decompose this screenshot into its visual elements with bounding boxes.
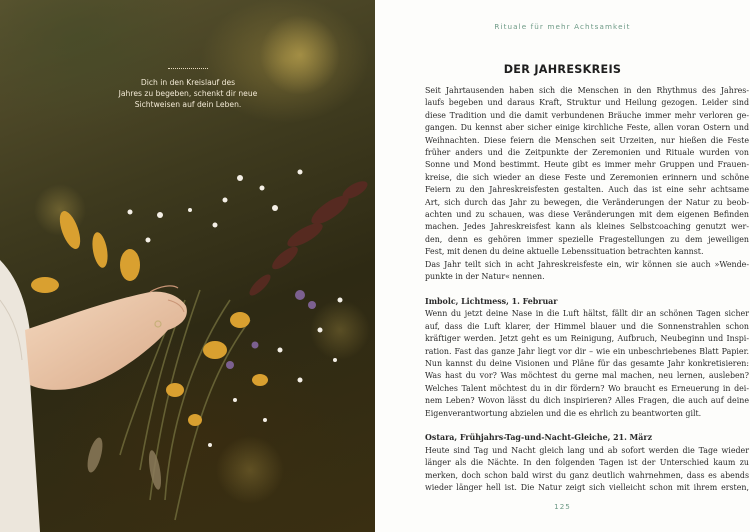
body-text — [425, 85, 749, 494]
photo-caption — [110, 77, 266, 110]
caption-line-3: Sichtweisen auf dein Leben. — [134, 100, 242, 109]
body-line: diese Tradition und die damit verbundenen Bräuche immer mehr verloren ge- — [425, 110, 749, 120]
caption-divider — [168, 68, 208, 69]
page-number: 125 — [554, 502, 571, 511]
body-line: Eigenverantwortung abzielen und die es ehrlich zu beantworten gilt. — [425, 408, 702, 418]
body-line: achten und zu schauen, was diese Veränderungen mit dem eigenen Befinden — [425, 210, 749, 220]
body-line: machen. Jedes Jahreskreisfest kann als kleines Selbstcoaching genutzt wer- — [425, 222, 749, 232]
body-line: kräftiger werden. Jetzt geht es um Reinigung, Aufbruch, Neubeginn und Inspi- — [425, 334, 749, 344]
paragraph-gap — [425, 284, 749, 296]
body-line: Wenn du jetzt deine Nase in die Luft hältst, fällt dir an schönen Tagen sicher — [425, 309, 749, 319]
body-line: Art, sich durch das Jahr zu bewegen, die Veränderungen der Natur zu beob- — [425, 197, 749, 207]
body-line: Heute sind Tag und Nacht gleich lang und ab sofort werden die Tage wieder — [425, 445, 749, 455]
body-line: merken, doch schon bald wirst du ganz deutlich wahrnehmen, dass es abends — [425, 470, 749, 480]
caption-line-2: Jahres zu begeben, schenkt dir neue — [118, 89, 258, 98]
running-head: Rituale für mehr Achtsamkeit — [494, 22, 631, 31]
body-line: Welches Talent möchtest du in dir fördern? Wo braucht es Erneuerung in dei- — [425, 383, 749, 393]
body-line: kreise, die sich wieder an diese Feste und Zeremonien erinnern und schöne — [425, 172, 749, 182]
section-heading-ostara: Ostara, Frühjahrs-Tag-und-Nacht-Gleiche, 21. März — [425, 433, 653, 443]
body-line: Weihnachten. Diese feiern die Menschen seit Urzeiten, nur hießen die Feste — [425, 135, 749, 145]
body-line: den, denn es gehören immer spezielle Fragestellungen zu dem jeweiligen — [425, 234, 749, 244]
body-line: Seit Jahrtausenden haben sich die Menschen in den Rhythmus des Jahres- — [425, 86, 749, 95]
section-heading-imbolc: Imbolc, Lichtmess, 1. Februar — [425, 296, 558, 306]
body-line: wieder länger hell ist. Die Natur zeigt sich vielleicht schon mit ihrem ersten, — [425, 482, 749, 492]
body-line: Sonne und Mond bestimmt. Heute gibt es immer mehr Gruppen und Frauen- — [425, 160, 749, 170]
body-line: laufs begeben und daraus Kraft, Struktur und Heilung gezogen. Leider sind — [425, 98, 749, 108]
body-line: früher anders und die Zeitpunkte der Zeremonien und Rituale wurden von — [425, 148, 749, 158]
body-line: ration. Fast das ganze Jahr liegt vor dir – wie ein unbeschriebenes Blatt Papier. — [425, 346, 749, 356]
chapter-title: DER JAHRESKREIS — [503, 63, 622, 76]
body-line: Fest, mit denen du deine aktuelle Lebenssituation betrachten kannst. — [425, 247, 704, 257]
body-line: länger als die Nächte. In den folgenden Tagen ist der Unterschied kaum zu — [425, 458, 749, 468]
body-line: gangen. Du kennst aber sicher einige kirchliche Feste, allen voran Ostern und — [425, 123, 749, 133]
body-line: Was hast du vor? Was möchtest du gerne mal machen, neu lernen, ausleben? — [425, 371, 749, 381]
paragraph-gap — [425, 420, 749, 432]
body-line: punkte in der Natur« nennen. — [425, 272, 545, 282]
body-line: Feiern zu den Jahreskreisfesten gestalten. Auch das ist eine sehr achtsame — [425, 185, 749, 195]
body-line: auf, dass die Luft klarer, der Himmel blauer und die Sonnenstrahlen schon — [425, 321, 749, 331]
body-line: Nun kannst du deine Visionen und Pläne für das gesamte Jahr konkretisieren: — [425, 358, 749, 368]
text-page — [375, 0, 750, 532]
body-line: Das Jahr teilt sich in acht Jahreskreisfeste ein, wir können sie auch »Wende- — [425, 259, 749, 269]
body-line: nem Leben? Wovon lässt du dich inspirieren? Alles Fragen, die auch auf deine — [425, 396, 749, 406]
caption-line-1: Dich in den Kreislauf des — [140, 78, 236, 87]
